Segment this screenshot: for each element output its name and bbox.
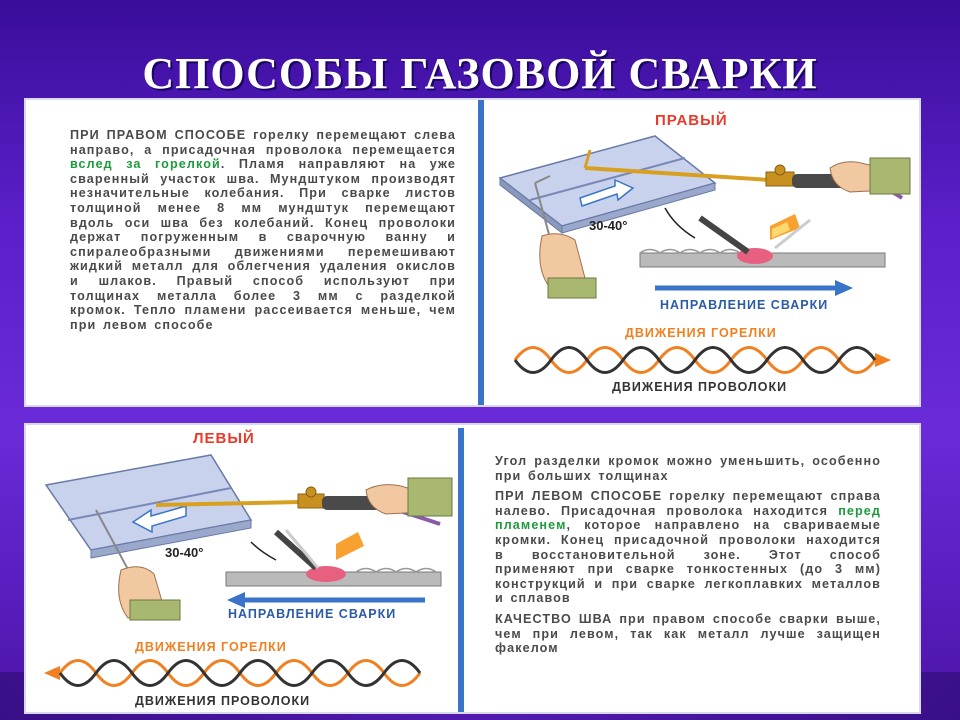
slide-title: СПОСОБЫ ГАЗОВОЙ СВАРКИ xyxy=(142,49,818,98)
left-para2: ПРИ ЛЕВОМ СПОСОБЕ горелку перемещают справа налево. Присадочная проволока находится перед пламенем, которое направлено на свариваемые кромки. Конец присадочной проволоки находится в восстановительной зоне. Этот способ применяют при сварке тонкостенных (до 3 мм) конструкций и при сварке легкоплавких металлов и сплавов xyxy=(495,489,881,606)
right-direction-label: НАПРАВЛЕНИЕ СВАРКИ xyxy=(660,298,829,312)
left-method-label: ЛЕВЫЙ xyxy=(193,430,255,447)
left-direction-arrow xyxy=(225,592,425,608)
right-wire-motion-label: ДВИЖЕНИЯ ПРОВОЛОКИ xyxy=(612,380,788,394)
right-text-part2: . Пламя направляют на уже сваренный участок шва. Мундштуком производят незначительные колебания. При сварке листов толщиной менее 8 мм мундштук перемещают вдоль оси шва без колебаний. Конец проволоки держат погруженным в сварочную ванну и спиралеобразными движениями перемешивают жидкий металл для облегчения удаления окислов и шлаков. Правый способ используют при толщинах металла более 3 мм с разделкой кромок. Тепло пламени рассеивается меньше, чем при левом способе xyxy=(70,157,457,332)
metal-plate xyxy=(500,136,715,226)
right-torch-motion-label: ДВИЖЕНИЯ ГОРЕЛКИ xyxy=(625,326,777,340)
left-wire-motion-label: ДВИЖЕНИЯ ПРОВОЛОКИ xyxy=(135,694,311,708)
left-text-highlight: перед пламенем xyxy=(495,503,881,533)
left-method-text xyxy=(495,454,881,662)
nozzle xyxy=(700,218,748,252)
right-text-part1: ПРИ ПРАВОМ СПОСОБЕ горелку перемещают слева направо, а присадочная проволока перемещается xyxy=(70,128,456,157)
flame-2 xyxy=(336,532,364,560)
left-motion-waves xyxy=(42,648,432,698)
right-angle-label: 30-40° xyxy=(589,218,628,233)
left-para3: КАЧЕСТВО ШВА при правом способе сварки выше, чем при левом, так как металл лучше защищен факелом xyxy=(495,611,881,656)
right-text-highlight: вслед за горелкой xyxy=(70,157,221,172)
left-direction-label: НАПРАВЛЕНИЕ СВАРКИ xyxy=(228,607,397,621)
panel-divider-2 xyxy=(458,428,464,712)
angle-arc xyxy=(665,208,695,238)
sleeve xyxy=(870,158,910,194)
right-direction-arrow xyxy=(655,280,855,296)
right-motion-waves xyxy=(515,335,895,385)
wire-wave xyxy=(515,348,875,373)
panel-divider xyxy=(478,100,484,405)
arrow-head-orange-left-icon xyxy=(44,666,60,680)
left-angle-label: 30-40° xyxy=(165,545,204,560)
arrow-head-right-icon xyxy=(835,280,853,296)
left-para1: Угол разделки кромок можно уменьшить, особенно при больших толщинах xyxy=(495,454,881,483)
right-method-text xyxy=(70,128,456,332)
arrow-head-left-icon xyxy=(227,592,245,608)
arrow-head-orange-icon xyxy=(875,353,891,367)
left-torch-motion-label: ДВИЖЕНИЯ ГОРЕЛКИ xyxy=(135,640,287,654)
right-method-label: ПРАВЫЙ xyxy=(655,112,728,129)
right-method-illustration xyxy=(490,128,910,298)
